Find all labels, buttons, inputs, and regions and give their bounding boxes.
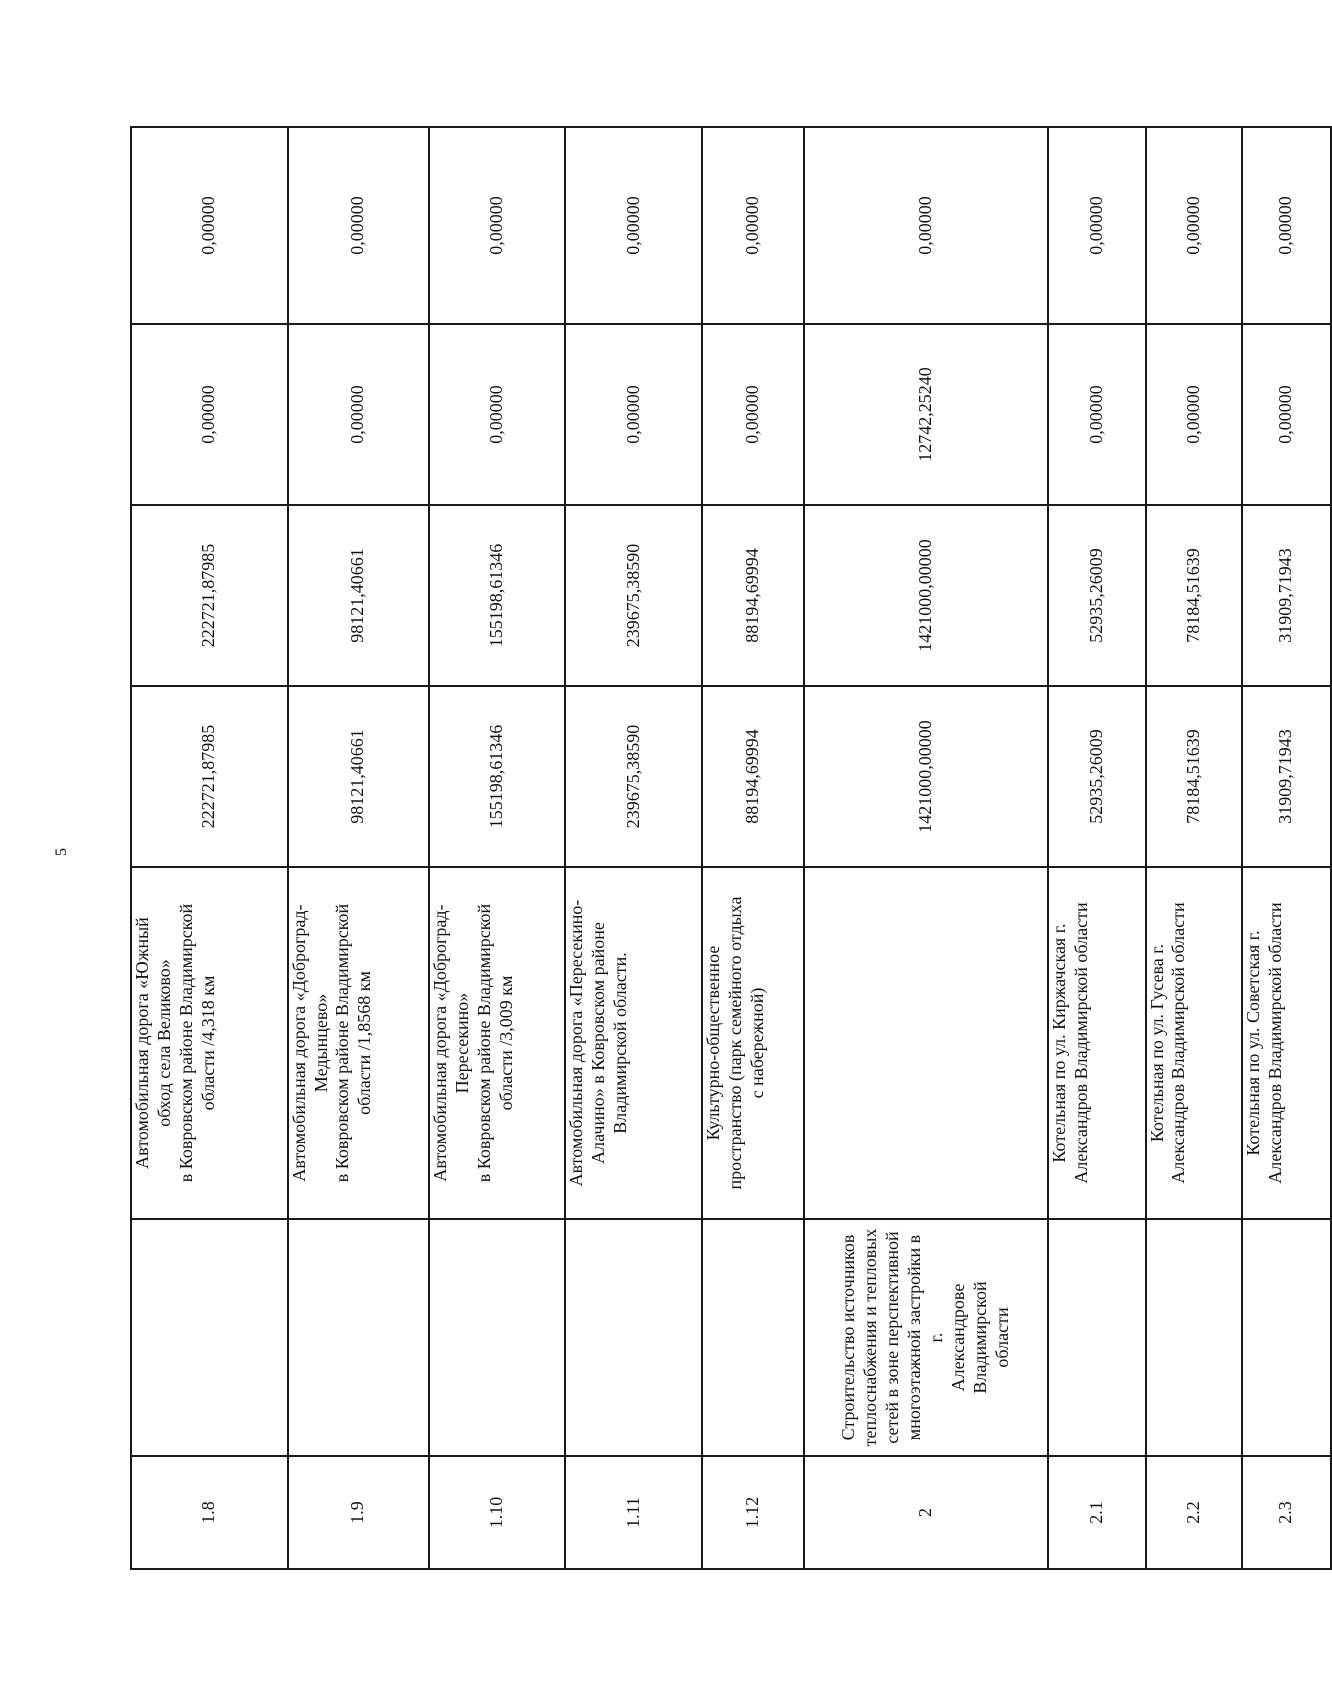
row-number [1242,1456,1331,1569]
table-row [429,127,565,1569]
category-cell [429,1219,565,1456]
value-2-cell-text: 31909,71943 [1275,548,1296,643]
row-number-text: 1.11 [622,1497,643,1528]
row-number [1048,1456,1146,1569]
value-1-cell-text: 222721,87985 [198,724,219,829]
object-name-cell [1048,867,1146,1219]
value-1-cell [702,686,804,867]
value-2-cell-text: 1421000,00000 [915,539,936,652]
value-3-cell [1048,324,1146,505]
object-name-cell-text: Котельная по ул. Гусева г. Александров Владимирской области [1146,902,1189,1184]
value-4-cell [1048,127,1146,324]
row-number [1146,1456,1242,1569]
value-2-cell [1048,505,1146,686]
value-3-cell-text: 0,00000 [1182,385,1203,444]
row-number-text: 2.2 [1182,1501,1203,1524]
table-row [804,127,1048,1569]
value-3-cell [1242,324,1331,505]
value-1-cell [429,686,565,867]
value-4-cell-text: 0,00000 [1182,196,1203,255]
value-1-cell [565,686,702,867]
value-2-cell-text: 222721,87985 [198,543,219,648]
value-2-cell-text: 88194,69994 [742,548,763,643]
object-name-cell-text: Культурно-общественное пространство (парк семейного отдыха с набережной) [703,896,768,1190]
value-1-cell [288,686,429,867]
value-1-cell-text: 31909,71943 [1275,729,1296,824]
object-name-cell [288,867,429,1219]
object-name-cell [565,867,702,1219]
category-cell [1146,1219,1242,1456]
table-row [565,127,702,1569]
category-cell-text: Строительство источников теплоснабжения и тепловых сетей в зоне перспективной многоэтажной застройки в г. Александрове Владимирской области [838,1228,1012,1447]
object-name-cell [1146,867,1242,1219]
row-number-text: 2.1 [1085,1501,1106,1524]
value-3-cell [804,324,1048,505]
object-name-cell-text: Автомобильная дорога «Пересекино- Алачино» в Ковровском районе Владимирской области. [566,899,630,1187]
category-cell [1242,1219,1331,1456]
value-3-cell [1146,324,1242,505]
page-number: 5 [53,848,70,856]
value-3-cell-text: 12742,25240 [915,367,936,462]
value-4-cell-text: 0,00000 [622,196,643,255]
value-1-cell [804,686,1048,867]
object-name-cell-text: Автомобильная дорога «Южный обход села Великово» в Ковровском районе Владимирской области /4,318 км [132,903,218,1183]
value-4-cell [804,127,1048,324]
value-3-cell-text: 0,00000 [198,385,219,444]
table-row [702,127,804,1569]
value-2-cell-text: 52935,26009 [1085,548,1106,643]
row-number-text: 1.9 [347,1501,368,1524]
value-2-cell-text: 98121,40661 [347,548,368,643]
value-3-cell-text: 0,00000 [1085,385,1106,444]
value-2-cell [1146,505,1242,686]
row-number [804,1456,1048,1569]
value-4-cell-text: 0,00000 [1085,196,1106,255]
table-row [288,127,429,1569]
value-1-cell-text: 1421000,00000 [915,720,936,833]
row-number [702,1456,804,1569]
value-2-cell [288,505,429,686]
value-2-cell [131,505,288,686]
value-2-cell-text: 155198,61346 [486,543,507,648]
object-name-cell [429,867,565,1219]
value-3-cell [131,324,288,505]
value-2-cell [1242,505,1331,686]
value-1-cell-text: 239675,38590 [622,724,643,829]
value-4-cell-text: 0,00000 [1275,196,1296,255]
value-4-cell [702,127,804,324]
object-name-cell [131,867,288,1219]
object-name-cell [702,867,804,1219]
value-3-cell-text: 0,00000 [486,385,507,444]
value-2-cell [429,505,565,686]
category-cell [288,1219,429,1456]
value-1-cell-text: 155198,61346 [486,724,507,829]
value-3-cell-text: 0,00000 [622,385,643,444]
table-row [131,127,288,1569]
value-4-cell [1242,127,1331,324]
category-cell [565,1219,702,1456]
value-2-cell [702,505,804,686]
value-1-cell [1146,686,1242,867]
value-4-cell-text: 0,00000 [915,196,936,255]
value-4-cell [565,127,702,324]
value-1-cell-text: 98121,40661 [347,729,368,824]
value-4-cell-text: 0,00000 [486,196,507,255]
table-row [1146,127,1242,1569]
value-4-cell [1146,127,1242,324]
row-number [565,1456,702,1569]
value-1-cell [1242,686,1331,867]
budget-table [130,126,1332,1570]
value-3-cell-text: 0,00000 [742,385,763,444]
table-row [1242,127,1331,1569]
value-4-cell-text: 0,00000 [347,196,368,255]
value-4-cell [429,127,565,324]
value-3-cell [565,324,702,505]
value-3-cell-text: 0,00000 [347,385,368,444]
value-2-cell [565,505,702,686]
object-name-cell-text: Котельная по ул. Советская г. Александров Владимирской области [1242,902,1285,1184]
value-3-cell-text: 0,00000 [1275,385,1296,444]
value-4-cell-text: 0,00000 [742,196,763,255]
object-name-cell-text: Автомобильная дорога «Доброград- Пересекино» в Ковровском районе Владимирской области /3,009 км [430,903,516,1183]
row-number-text: 2 [915,1508,936,1517]
row-number [429,1456,565,1569]
value-3-cell [429,324,565,505]
value-2-cell-text: 239675,38590 [622,543,643,648]
category-cell [131,1219,288,1456]
row-number-text: 1.8 [198,1501,219,1524]
object-name-cell [1242,867,1331,1219]
object-name-cell-text: Котельная по ул. Киржачская г. Александров Владимирской области [1048,902,1091,1184]
value-1-cell-text: 88194,69994 [742,729,763,824]
category-cell [702,1219,804,1456]
row-number [288,1456,429,1569]
rotated-table-container [130,128,1332,1570]
value-4-cell [288,127,429,324]
row-number [131,1456,288,1569]
value-2-cell-text: 78184,51639 [1182,548,1203,643]
object-name-cell-text: Автомобильная дорога «Доброград- Медынцево» в Ковровском районе Владимирской области /1,8568 км [288,903,375,1183]
category-cell [804,1219,1048,1456]
row-number-text: 2.3 [1275,1501,1296,1524]
value-1-cell [1048,686,1146,867]
row-number-text: 1.12 [742,1496,763,1529]
value-3-cell [288,324,429,505]
value-1-cell-text: 78184,51639 [1182,729,1203,824]
value-1-cell-text: 52935,26009 [1085,729,1106,824]
object-name-cell [804,867,1048,1219]
value-4-cell-text: 0,00000 [198,196,219,255]
value-2-cell [804,505,1048,686]
category-cell [1048,1219,1146,1456]
table-row [1048,127,1146,1569]
row-number-text: 1.10 [486,1496,507,1529]
value-1-cell [131,686,288,867]
value-4-cell [131,127,288,324]
value-3-cell [702,324,804,505]
